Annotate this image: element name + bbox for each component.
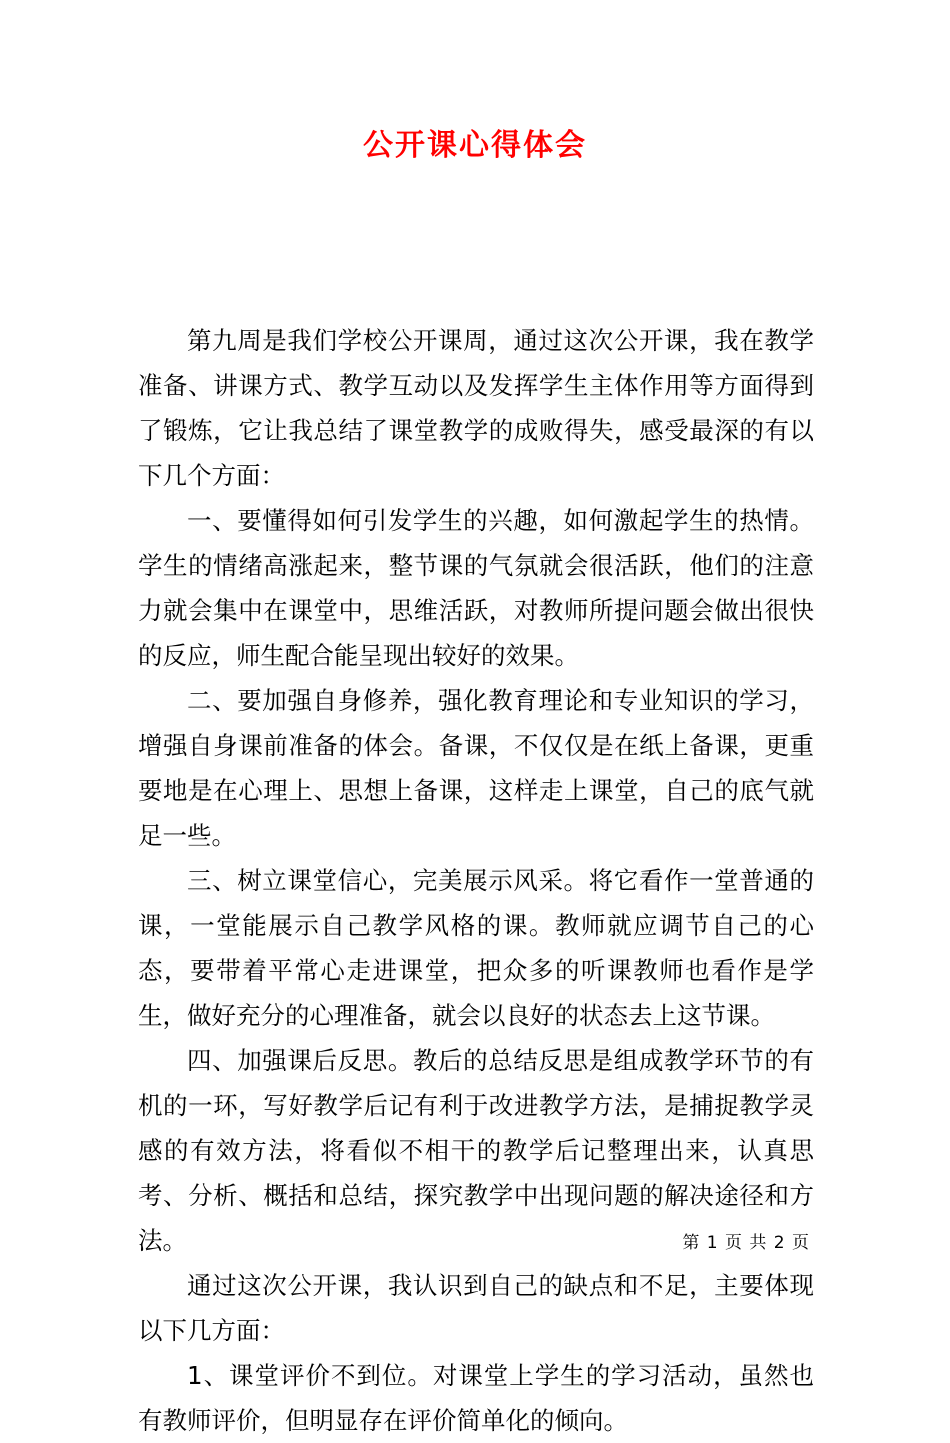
paragraph: 通过这次公开课，我认识到自己的缺点和不足，主要体现以下几方面： [138, 1271, 814, 1345]
paragraph: 1、课堂评价不到位。对课堂上学生的学习活动，虽然也有教师评价，但明显存在评价简单化的倾向。 [138, 1361, 814, 1435]
document-body [138, 318, 814, 1443]
page-title: 公开课心得体会 [363, 128, 587, 163]
paragraph: 四、加强课后反思。教后的总结反思是组成教学环节的有机的一环，写好教学后记有利于改进教学方法，是捕捉教学灵感的有效方法，将看似不相干的教学后记整理出来，认真思考、分析、概括和总结，探究教学中出现问题的解决途径和方法。 [138, 1046, 814, 1255]
page-footer: 第 1 页 共 2 页 [682, 1233, 810, 1253]
paragraph: 一、要懂得如何引发学生的兴趣，如何激起学生的热情。学生的情绪高涨起来，整节课的气氛就会很活跃，他们的注意力就会集中在课堂中，思维活跃，对教师所提问题会做出很快的反应，师生配合能呈现出较好的效果。 [138, 506, 814, 670]
paragraph: 二、要加强自身修养，强化教育理论和专业知识的学习，增强自身课前准备的体会。备课，不仅仅是在纸上备课，更重要地是在心理上、思想上备课，这样走上课堂，自己的底气就足一些。 [138, 686, 814, 850]
paragraph: 三、树立课堂信心，完美展示风采。将它看作一堂普通的课，一堂能展示自己教学风格的课。教师就应调节自己的心态，要带着平常心走进课堂，把众多的听课教师也看作是学生，做好充分的心理准备，就会以良好的状态去上这节课。 [138, 866, 814, 1030]
paragraph: 第九周是我们学校公开课周，通过这次公开课，我在教学准备、讲课方式、教学互动以及发挥学生主体作用等方面得到了锻炼，它让我总结了课堂教学的成败得失，感受最深的有以下几个方面： [138, 326, 814, 490]
